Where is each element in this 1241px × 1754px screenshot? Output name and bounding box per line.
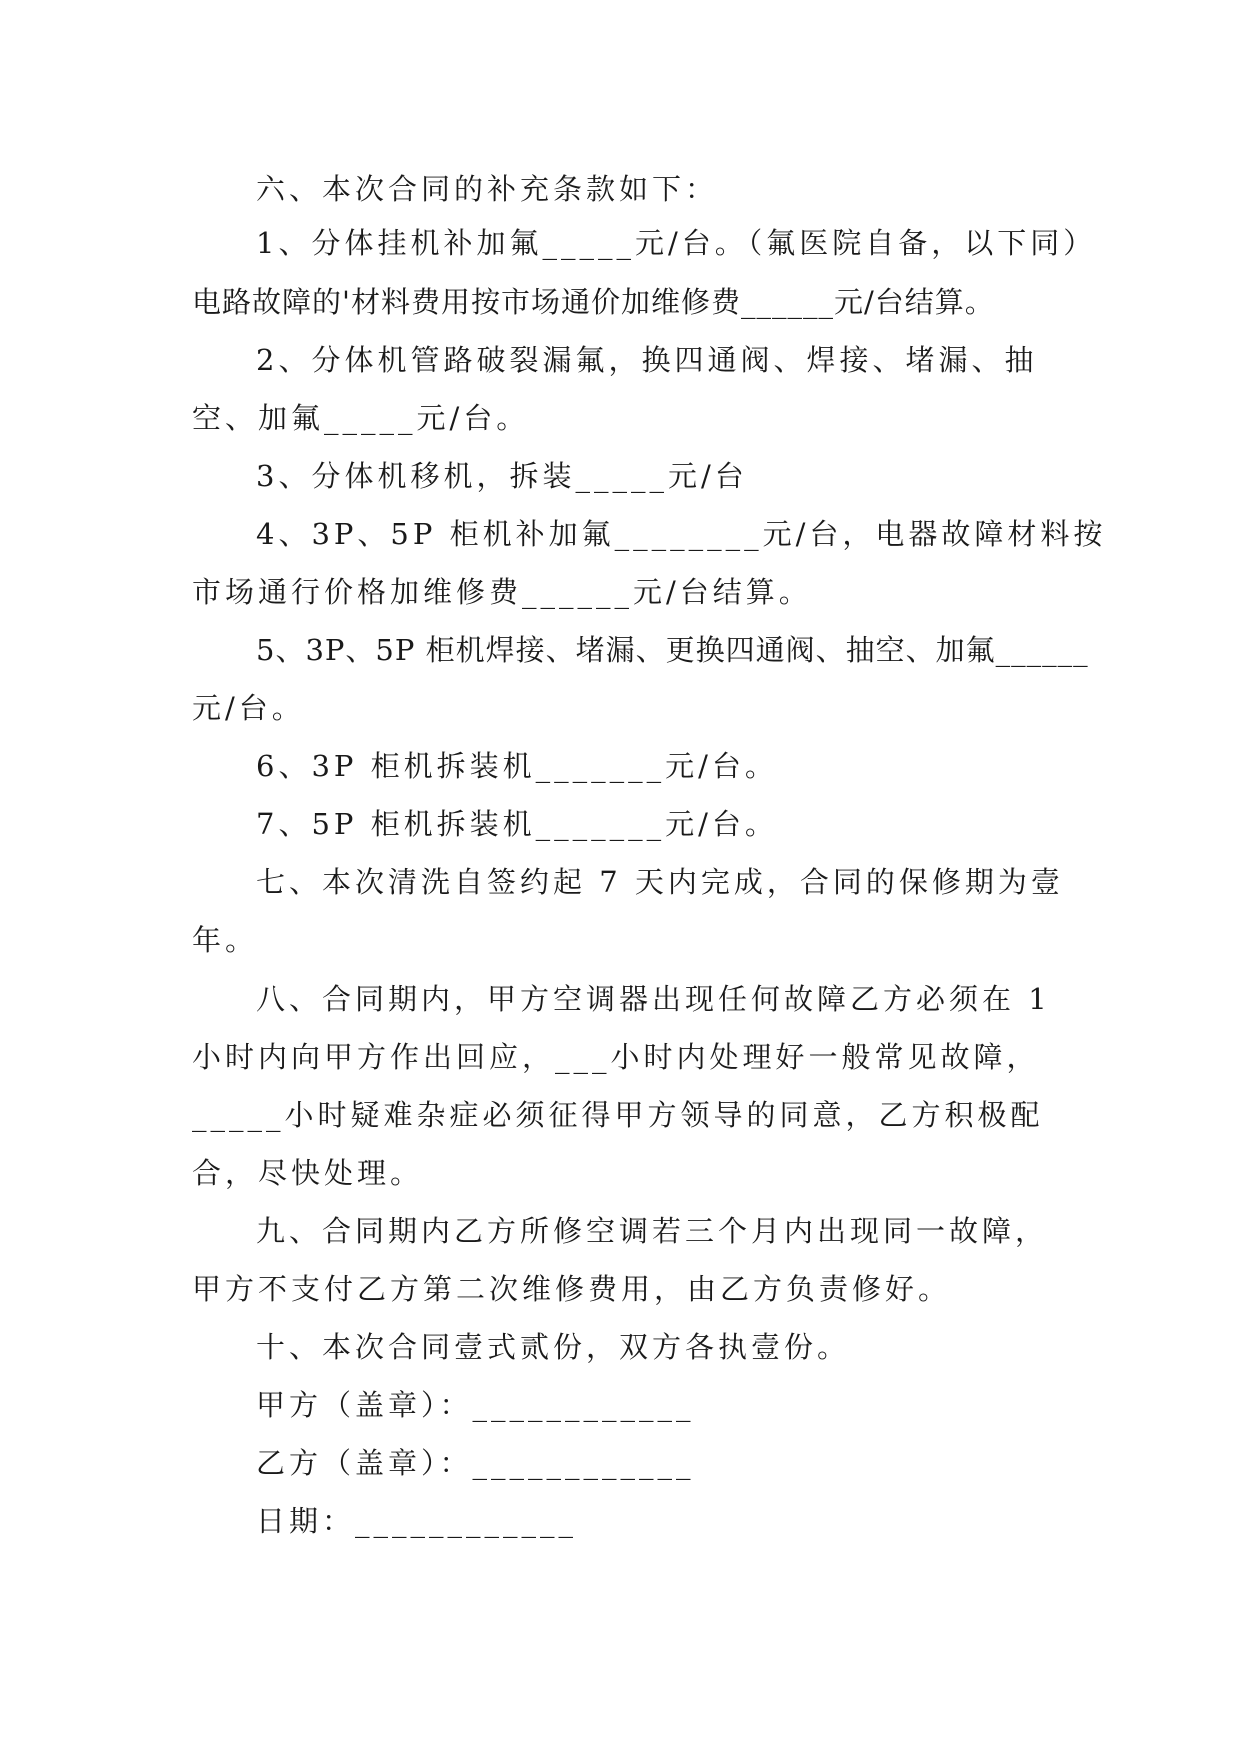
clause-six-item-5-cont: 元/台。	[192, 691, 305, 725]
clause-seven: 七、本次清洗自签约起 7 天内完成，合同的保修期为壹	[256, 865, 1064, 899]
clause-six-item-4: 4、3P、5P 柜机补加氟________元/台，电器故障材料按	[256, 517, 1107, 551]
clause-eight-cont-1: 小时内向甲方作出回应，___小时内处理好一般常见故障，	[192, 1040, 1040, 1074]
clause-seven-cont: 年。	[192, 923, 259, 957]
clause-six-item-3: 3、分体机移机，拆装_____元/台	[256, 459, 748, 493]
party-b-seal-line: 乙方（盖章）：____________	[256, 1446, 695, 1480]
clause-six-item-7: 7、5P 柜机拆装机_______元/台。	[256, 807, 778, 841]
clause-eight: 八、合同期内，甲方空调器出现任何故障乙方必须在 1	[256, 982, 1051, 1016]
party-a-seal-line: 甲方（盖章）：____________	[256, 1388, 695, 1422]
clause-six-item-6: 6、3P 柜机拆装机_______元/台。	[256, 749, 778, 783]
clause-eight-cont-3: 合，尽快处理。	[192, 1156, 424, 1190]
clause-six-item-1-cont: 电路故障的'材料费用按市场通价加维修费______元/台结算。	[192, 285, 995, 319]
clause-nine: 九、合同期内乙方所修空调若三个月内出现同一故障，	[256, 1214, 1049, 1248]
clause-six-item-4-cont: 市场通行价格加维修费______元/台结算。	[192, 575, 812, 609]
clause-six-item-1: 1、分体挂机补加氟_____元/台。（氟医院自备，以下同）	[256, 226, 1097, 260]
clause-six-item-2-cont: 空、加氟_____元/台。	[192, 401, 530, 435]
clause-ten: 十、本次合同壹式贰份，双方各执壹份。	[256, 1330, 851, 1364]
clause-eight-cont-2: _____小时疑难杂症必须征得甲方领导的同意，乙方积极配	[192, 1098, 1044, 1132]
clause-six-item-2: 2、分体机管路破裂漏氟，换四通阀、焊接、堵漏、抽	[256, 343, 1038, 377]
clause-six-item-5: 5、3P、5P 柜机焊接、堵漏、更换四通阀、抽空、加氟______	[256, 633, 1089, 667]
date-line: 日期：____________	[256, 1504, 578, 1538]
clause-six-heading: 六、本次合同的补充条款如下：	[256, 172, 719, 206]
clause-nine-cont: 甲方不支付乙方第二次维修费用，由乙方负责修好。	[192, 1272, 952, 1306]
